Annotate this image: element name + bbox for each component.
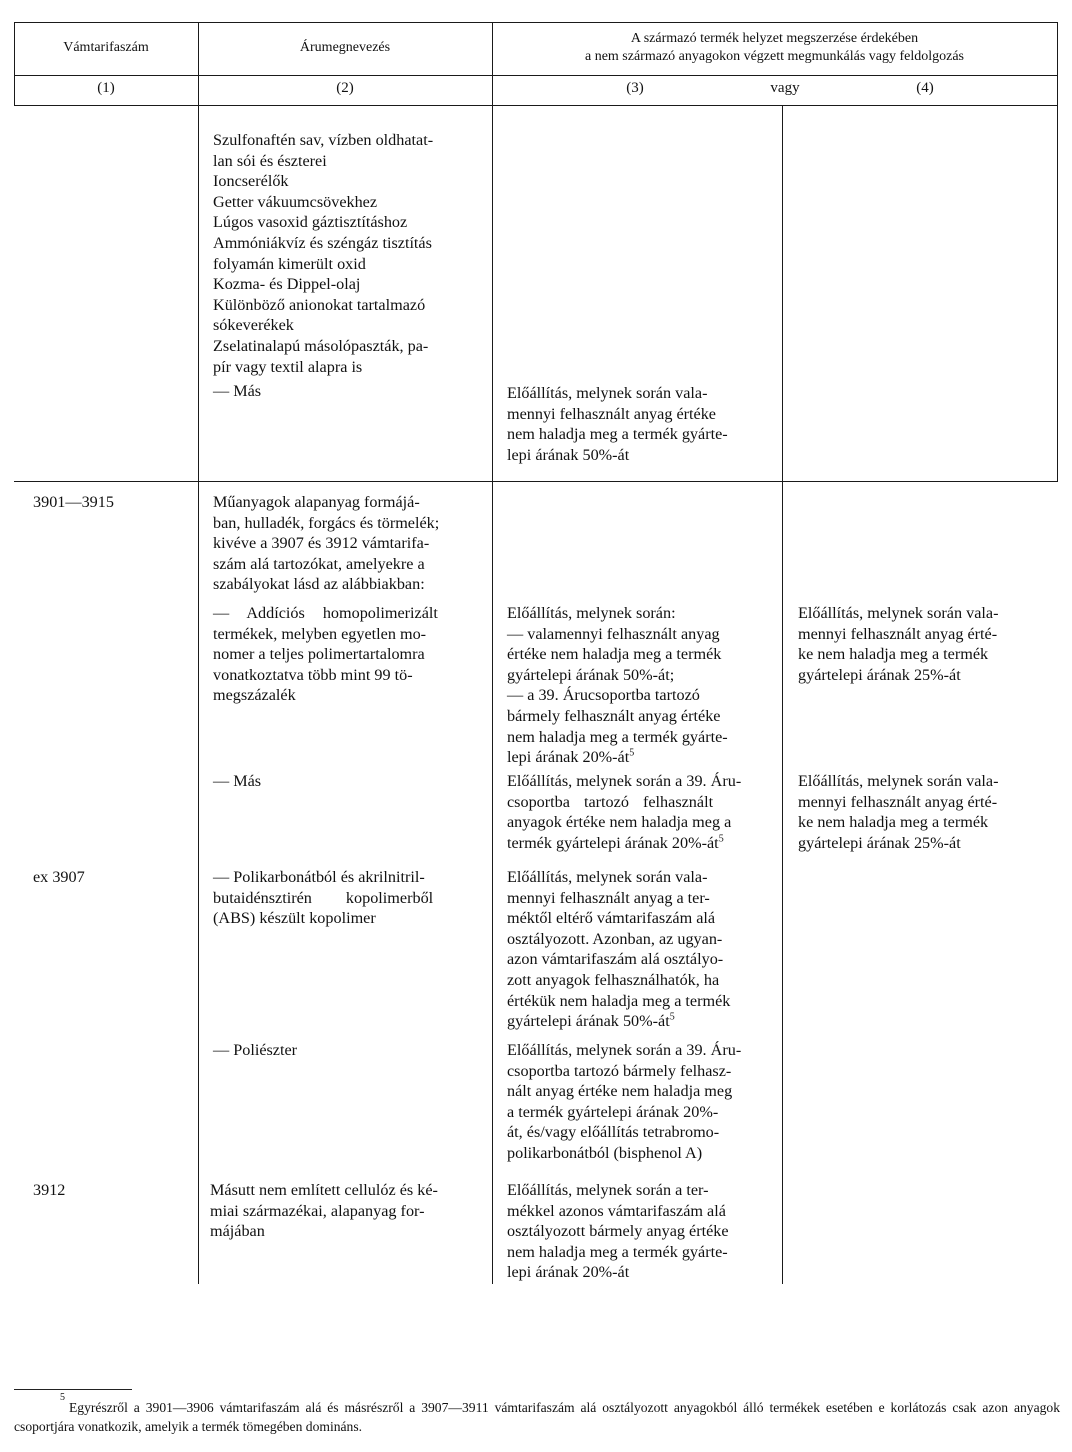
rule-line: gyártelepi árának 25%-át [798,833,961,852]
desc-line: ban, hulladék, forgács és törmelék; [213,513,440,532]
rule-line [507,1011,777,1032]
desc-line: Ammóniákvíz és széngáz tisztítás [213,233,432,252]
desc-line: Különböző anionokat tartalmazó [213,295,426,314]
rule-line: mennyi felhasznált anyag érté- [798,792,998,811]
block2-mas-alt-rule [798,771,1053,853]
block1-mas-rule [507,383,772,465]
rule-line-text: termék gyártelepi árának 20%-át [507,833,719,852]
rule-line: csoportba tartozó bármely felhasz- [507,1061,732,1080]
block2-addicios-alt-rule [798,603,1053,685]
rule-line: mennyi felhasznált anyag a ter- [507,888,710,907]
rule-line: Előállítás, melynek során a 39. Áru- [507,772,742,790]
desc-line: sókeverékek [213,316,294,335]
rule-line-text: lepi árának 20%-át [507,748,630,767]
rule-line: a termék gyártelepi árának 20%- [507,1102,719,1121]
col3-divider [782,105,783,1284]
block2-mas-label: — Más [213,772,262,790]
rule-line: értéke nem haladja meg a termék [507,645,722,664]
block2-code: 3901—3915 [33,493,114,511]
rule-line: értékük nem haladja meg a termék [507,991,731,1010]
header-num-1: (1) [97,80,115,96]
desc-line: szabályokat lásd az alábbiakban: [213,575,425,594]
block2-addicios-label [213,603,479,706]
rule-line: Előállítás, melynek során vala- [507,384,708,402]
block2-mas-rule [507,771,779,853]
desc-line: Lúgos vasoxid gáztisztításhoz [213,213,408,232]
rule-line: Előállítás, melynek során vala- [798,772,999,790]
rule-line: zott anyagok felhasználhatók, ha [507,970,720,989]
rule-line: nem haladja meg a termék gyárte- [507,727,728,746]
col2-divider [492,22,493,1284]
rule-line: ke nem haladja meg a termék [798,645,989,664]
footnote-mark: 5 [60,1392,65,1403]
desc-line: — Polikarbonátból és akrilnitril- [213,868,425,886]
block3-poliester-rule [507,1040,779,1164]
rule-line: polikarbonátból (bisphenol A) [507,1143,703,1162]
rule-line: nált anyag értéke nem haladja meg [507,1082,733,1101]
desc-line: Másutt nem említett cellulóz és ké- [210,1181,438,1199]
desc-line: folyamán kimerült oxid [213,254,366,273]
header-num-2: (2) [336,80,354,96]
col1-divider [198,22,199,1284]
rule-line: méktől eltérő vámtarifaszám alá [507,909,716,928]
desc-line: Zselatinalapú másolópaszták, pa- [213,336,429,355]
rule-line: át, és/vagy előállítás tetrabromo- [507,1123,720,1142]
desc-line: Műanyagok alapanyag formájá- [213,493,420,511]
desc-line: (ABS) készült kopolimer [213,909,376,928]
rule-line: mennyi felhasznált anyag érté- [798,624,998,643]
table-top-border [14,22,1058,23]
block2-description [213,492,483,595]
header-col-processing-line1: A származó termék helyzet megszerzése érdekében [630,31,919,46]
desc-line: vonatkoztatva több mint 99 tö- [213,665,413,684]
desc-line: Getter vákuumcsövekhez [213,192,378,211]
rule-line: mennyi felhasznált anyag értéke [507,404,716,423]
rule-line-text: gyártelepi árának 50%-át [507,1012,670,1031]
block2-addicios-rule [507,603,777,768]
desc-line: pír vagy textil alapra is [213,357,363,376]
rule-line: csoportba tartozó felhasznált [507,792,714,811]
rule-line: Előállítás, melynek során a 39. Áru- [507,1041,742,1059]
block1-mas-label: — Más [213,382,262,400]
rule-line: — a 39. Árucsoportba tartozó [507,686,700,705]
rule-line: osztályozott. Azonban, az ugyan- [507,929,723,948]
header-col-arumegnevezes: Árumegnevezés [299,40,391,55]
block4-code: 3912 [33,1181,66,1199]
footnote-separator [14,1389,132,1390]
desc-line: megszázalék [213,686,296,705]
header-col-processing [492,30,1057,66]
rule-line: gyártelepi árának 25%-át [798,665,961,684]
header-vagy: vagy [770,80,800,96]
desc-line: termékek, melyben egyetlen mo- [213,624,427,643]
rule-line [507,833,779,854]
block3-code: ex 3907 [33,868,85,886]
desc-line: miai származékai, alapanyag for- [210,1201,425,1220]
desc-line: szám alá tartozókat, amelyekre a [213,554,425,573]
footnote [14,1392,1060,1436]
block4-rule [507,1180,779,1283]
rule-line: Előállítás, melynek során: [507,604,676,622]
footnote-text: Egyrészről a 3901—3906 vámtarifaszám alá és másrészről a 3907—3911 vámtarifaszám alá osztályozott anyagokból álló termékek esetében e korlátozás csak azon anyagok csoportjára vonatkozik, amelyik a termék tömegében domináns. [14,1400,1060,1434]
header-bottom-border [14,105,1058,106]
block3-poli-label [213,867,483,929]
block3-poli-rule [507,867,777,1032]
header-col-processing-line2: a nem származó anyagokon végzett megmunkálás vagy feldolgozás [584,49,965,64]
desc-line: májában [210,1222,265,1241]
rule-line: ke nem haladja meg a termék [798,813,989,832]
rule-line: gyártelepi árának 50%-át; [507,665,675,684]
desc-line: Ioncserélők [213,172,289,191]
desc-line: Szulfonaftén sav, vízben oldhatat- [213,131,434,149]
header-col-vamtarifaszam: Vámtarifaszám [63,40,149,55]
rule-line: nem haladja meg a termék gyárte- [507,1242,728,1261]
block4-description [210,1180,485,1242]
rule-line: anyagok értéke nem haladja meg a [507,813,732,832]
footnote-ref: 5 [718,833,724,845]
block3-poliester-label: — Poliészter [213,1041,298,1059]
rule-line: Előállítás, melynek során a ter- [507,1181,709,1199]
col4-right-divider [1057,105,1058,482]
rule-line: lepi árának 50%-át [507,445,630,464]
rule-line: azon vámtarifaszám alá osztályo- [507,950,724,969]
rule-line: — valamennyi felhasznált anyag [507,624,720,643]
rule-line: nem haladja meg a termék gyárte- [507,425,728,444]
rule-line: osztályozott bármely anyag értéke [507,1222,729,1241]
footnote-ref: 5 [629,747,635,759]
rule-line: Előállítás, melynek során vala- [507,868,708,886]
block1-bottom-border [14,481,1058,482]
desc-line: kivéve a 3907 és 3912 vámtarifa- [213,534,430,553]
rule-line [507,747,777,768]
rule-line: lepi árának 20%-át [507,1263,630,1282]
header-divider [14,75,1058,76]
desc-line: butaidénsztirén kopolimerből [213,888,434,907]
table-right-border [1057,22,1058,106]
rule-line: bármely felhasznált anyag értéke [507,706,721,725]
desc-line: — Addíciós homopolimerizált [213,604,438,622]
header-num-3: (3) [626,80,644,96]
rule-line: Előállítás, melynek során vala- [798,604,999,622]
footnote-ref: 5 [669,1011,675,1023]
desc-line: lan sói és észterei [213,151,327,170]
header-num-4: (4) [916,80,934,96]
rule-line: mékkel azonos vámtarifaszám alá [507,1201,726,1220]
block1-description [213,130,479,377]
desc-line: nomer a teljes polimertartalomra [213,645,425,664]
desc-line: Kozma- és Dippel-olaj [213,275,361,294]
